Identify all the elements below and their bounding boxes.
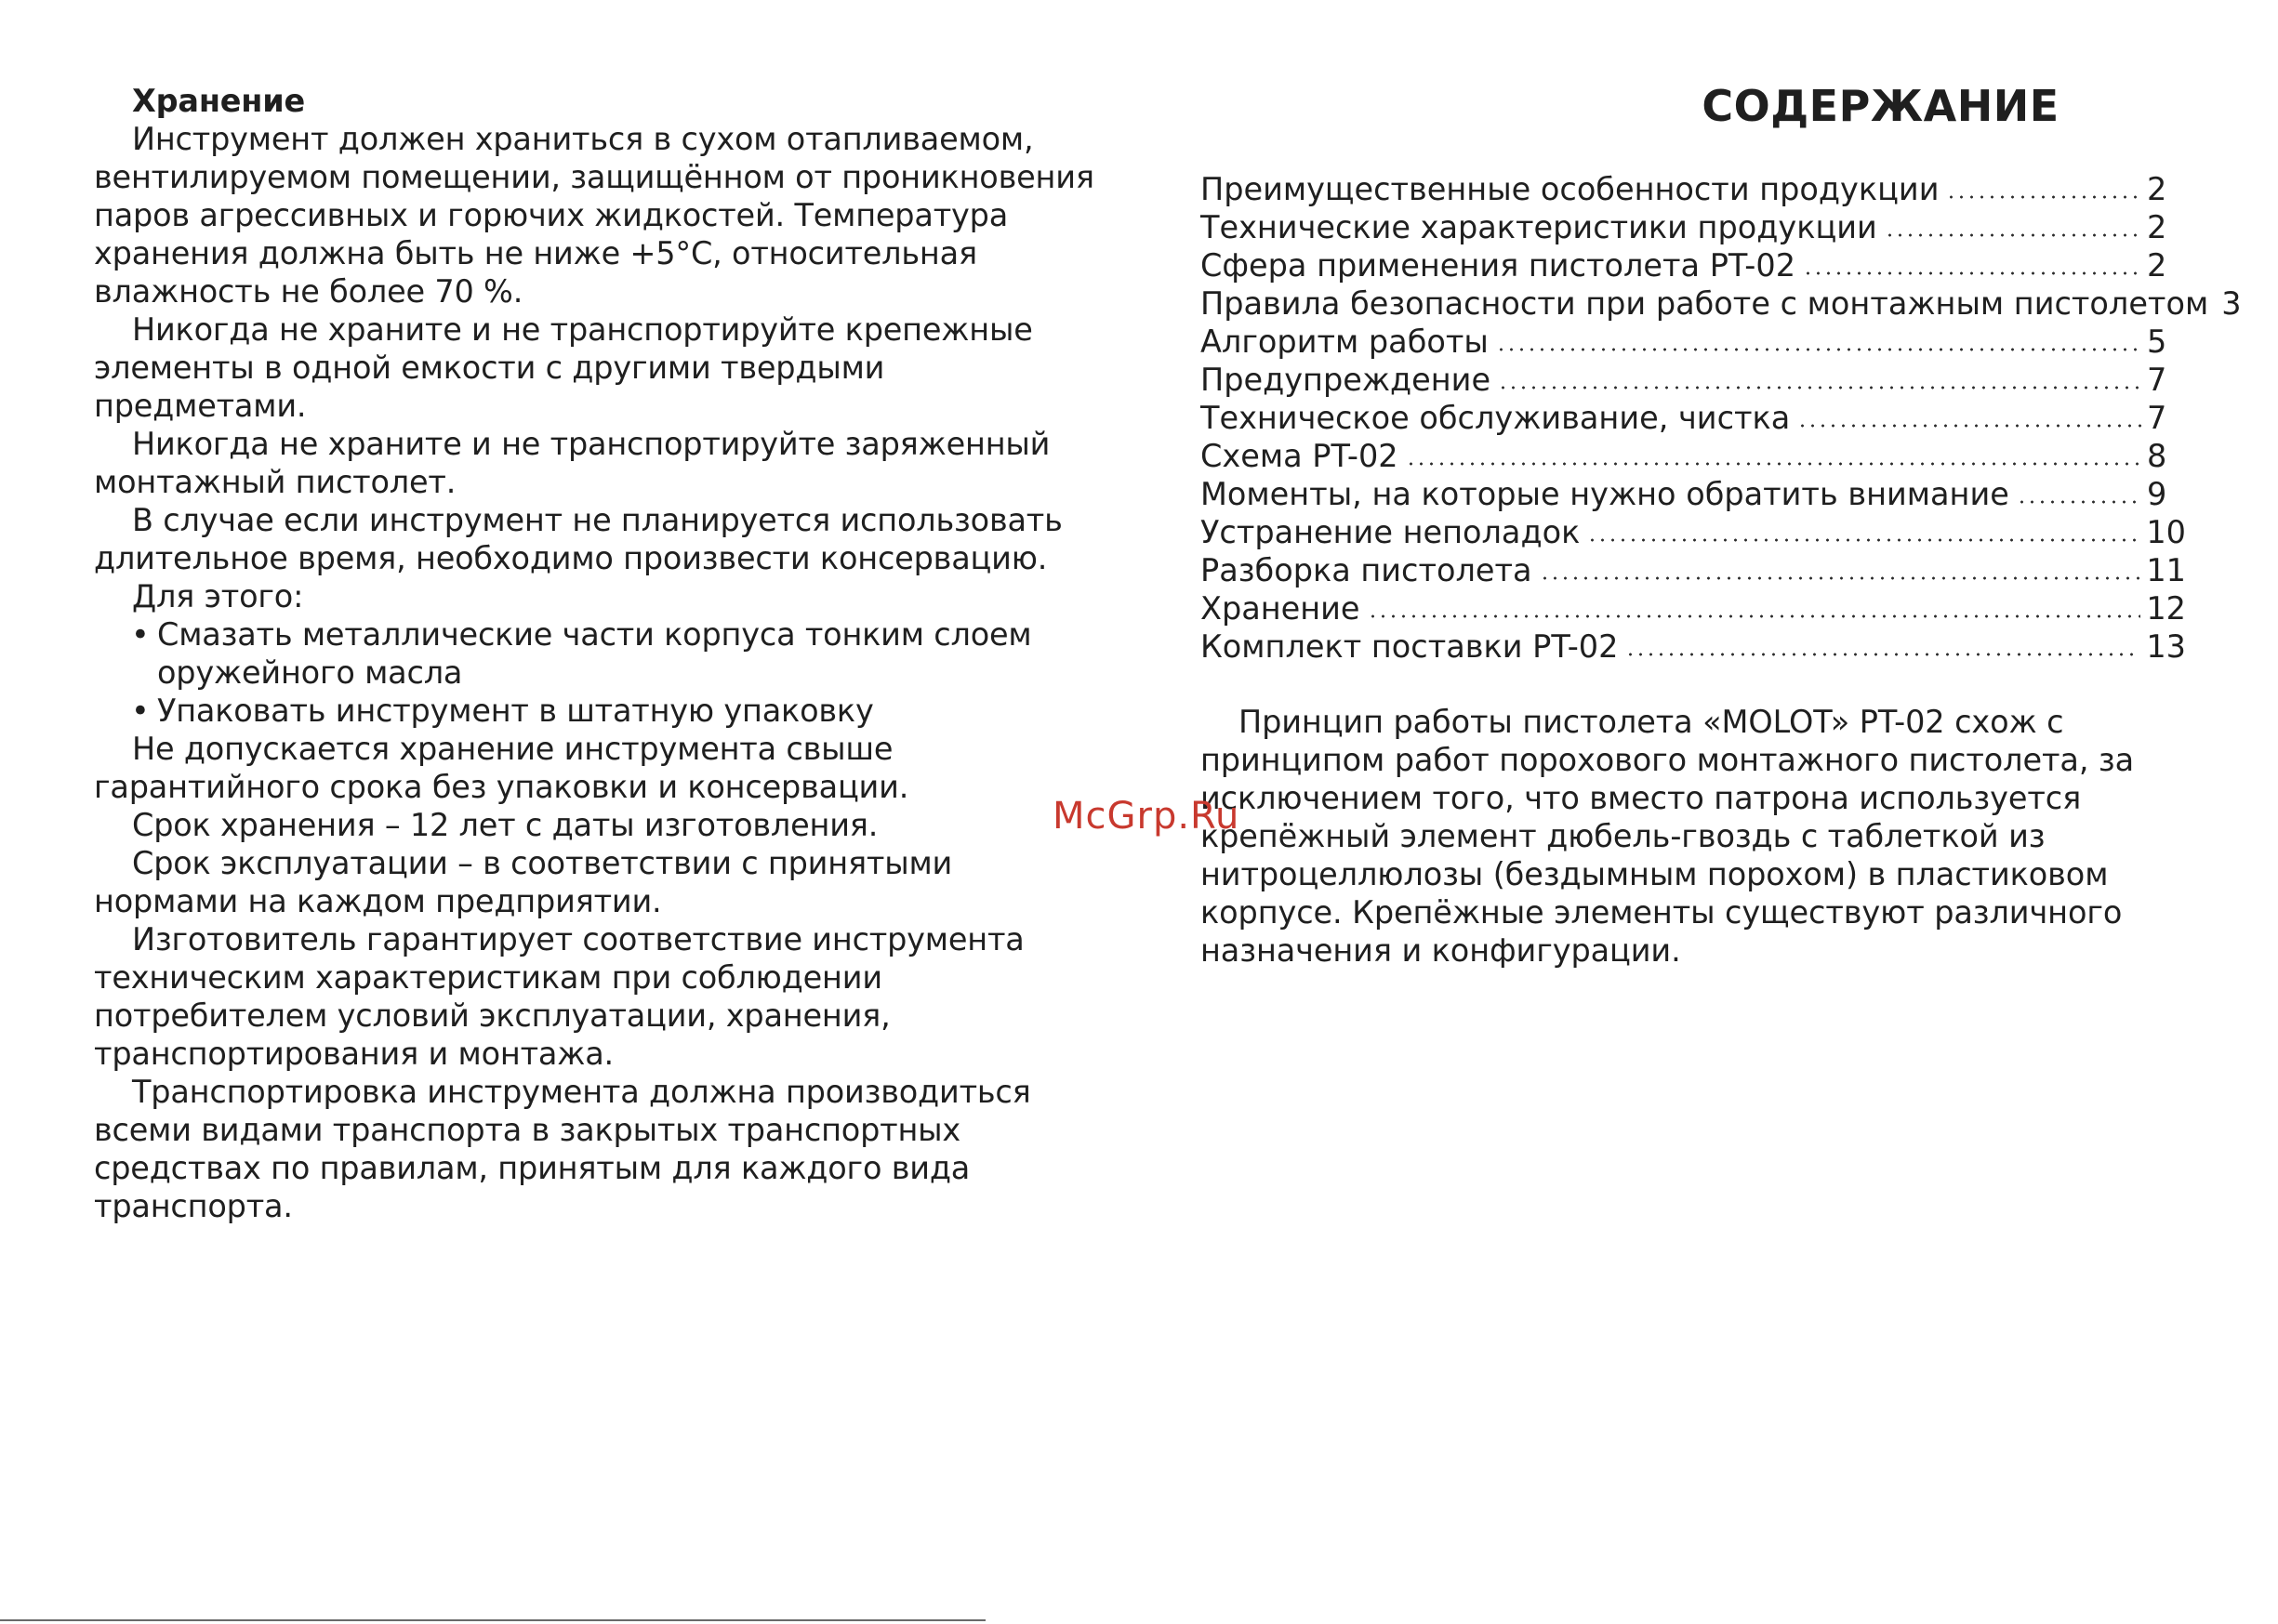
toc-entry[interactable] [1200,399,2186,437]
toc-entry-page: 3 [2221,285,2242,322]
toc-entry-page: 2 [2147,209,2167,245]
toc-entry-label: Правила безопасности при работе с монтажным пистолетом [1200,285,2209,322]
toc-leader-dots [1368,591,2141,619]
paragraph: Инструмент должен храниться в сухом отапливаемом, вентилируемом помещении, защищённом от проникновения паров агрессивных и горючих жидкостей. Температура хранения должна быть не ниже +5°С, относительная влажность не более 70 %. [94,121,1094,310]
bottom-divider [0,1619,986,1621]
toc-leader-dots [1946,172,2141,200]
paragraph: Изготовитель гарантирует соответствие инструмента техническим характеристикам при соблюдении потребителем условий эксплуатации, хранения, транспортирования и монтажа. [94,921,1025,1072]
list-item [94,692,1098,730]
toc-entry[interactable] [1200,323,2186,361]
toc-entry-label: Комплект поставки PT-02 [1200,628,1619,665]
toc-entry-label: Алгоритм работы [1200,323,1489,360]
page-title: СОДЕРЖАНИЕ [1702,81,2059,131]
toc-entry-page: 2 [2147,171,2167,207]
toc-entry-page: 2 [2147,247,2167,284]
toc-entry-page: 13 [2146,628,2186,665]
toc-entry[interactable] [1200,437,2186,475]
toc-entry[interactable] [1200,361,2186,399]
toc-entry-page: 5 [2147,323,2167,360]
paragraph: Никогда не храните и не транспортируйте крепежные элементы в одной емкости с другими твердыми предметами. [94,311,1033,424]
toc-entry-label: Разборка пистолета [1200,552,1532,588]
toc-entry-page: 7 [2147,400,2167,436]
toc-leader-dots [1406,439,2141,467]
toc-leader-dots [1587,515,2140,543]
toc-entry-page: 8 [2147,438,2167,474]
toc-leader-dots [1885,210,2141,238]
toc-entry-label: Преимущественные особенности продукции [1200,171,1940,207]
list-item [94,615,1098,692]
paragraph: Срок эксплуатации – в соответствии с принятыми нормами на каждом предприятии. [94,845,953,919]
toc-entry[interactable] [1200,246,2186,284]
section-heading: Хранение [132,83,306,119]
paragraph: Никогда не храните и не транспортируйте заряженный монтажный пистолет. [94,426,1051,500]
toc-leader-dots [1496,324,2141,352]
bullet-icon: • [131,693,150,729]
toc-entry[interactable] [1200,589,2186,627]
toc-entry[interactable] [1200,208,2186,246]
toc-entry-label: Технические характеристики продукции [1200,209,1877,245]
toc-entry-page: 9 [2147,476,2167,512]
toc-entry-page: 7 [2147,362,2167,398]
paragraph: Для этого: [132,578,304,614]
toc-entry-label: Предупреждение [1200,362,1491,398]
toc-leader-dots [1540,553,2141,581]
toc-leader-dots [1498,363,2141,390]
toc-entry[interactable] [1200,475,2186,513]
bullet-icon: • [131,616,150,653]
toc-entry-label: Схема PT-02 [1200,438,1398,474]
paragraph: В случае если инструмент не планируется использовать длительное время, необходимо произвести консервацию. [94,502,1063,576]
toc-entry-page: 10 [2146,514,2186,550]
toc-entry[interactable] [1200,551,2186,589]
toc-entry-label: Моменты, на которые нужно обратить внимание [1200,476,2009,512]
paragraph: Не допускается хранение инструмента свыше гарантийного срока без упаковки и консервации. [94,731,909,805]
right-page [1139,0,2278,1624]
toc-entry-label: Хранение [1200,590,1360,627]
toc-leader-dots [1797,401,2141,429]
table-of-contents [1200,170,2242,666]
toc-entry[interactable] [1200,627,2186,666]
toc-entry[interactable] [1200,170,2186,208]
watermark: McGrp.Ru [1053,795,1240,838]
list-item-text: Упаковать инструмент в штатную упаковку [157,693,874,729]
toc-entry-page: 12 [2146,590,2186,627]
toc-leader-dots [1625,629,2140,657]
paragraph: Транспортировка инструмента должна производиться всеми видами транспорта в закрытых транспортных средствах по правилам, принятым для каждого вида транспорта. [94,1074,1031,1224]
storage-section [94,82,1098,1225]
toc-entry-label: Сфера применения пистолета PT-02 [1200,247,1796,284]
intro-paragraph: Принцип работы пистолета «MOLOT» PT-02 схож с принципом работ порохового монтажного пистолета, за исключением того, что вместо патрона используется крепёжный элемент дюбель-гвоздь с таблеткой из нитроцеллюлозы (бездымным порохом) в пластиковом корпусе. Крепёжные элементы существуют различного назначения и конфигурации. [1200,704,2135,969]
toc-entry[interactable] [1200,284,2242,323]
toc-leader-dots [2017,477,2141,505]
toc-entry-page: 11 [2146,552,2186,588]
toc-entry[interactable] [1200,513,2186,551]
toc-entry-label: Устранение неполадок [1200,514,1581,550]
toc-leader-dots [1803,248,2141,276]
paragraph: Срок хранения – 12 лет с даты изготовления. [132,807,879,843]
list-item-text: Смазать металлические части корпуса тонким слоем оружейного масла [157,616,1032,691]
bullet-list [94,615,1098,730]
toc-entry-label: Техническое обслуживание, чистка [1200,400,1791,436]
